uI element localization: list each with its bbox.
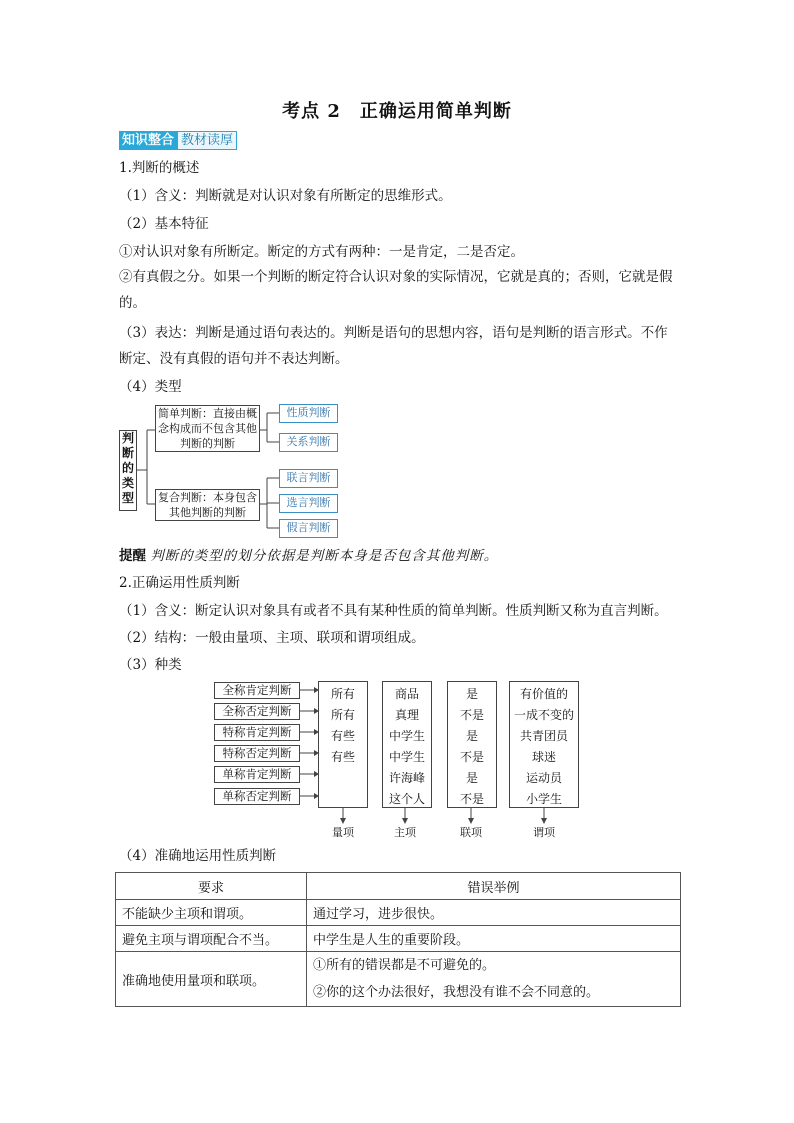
heading-overview: 1.判断的概述 <box>119 160 200 176</box>
tree-leaf-hypothetical: 假言判断 <box>279 519 338 538</box>
error-table <box>115 872 681 1007</box>
predicate-cell: 一成不变的 <box>513 708 574 722</box>
para-feature-1: ①对认识对象有所断定。断定的方式有两种：一是肯定，二是否定。 <box>119 244 524 260</box>
subject-cell: 这个人 <box>388 792 425 806</box>
tree-leaf-conjunctive: 联言判断 <box>279 469 338 488</box>
tip-label: 提醒 <box>119 548 146 564</box>
quantifier-cell <box>319 768 367 789</box>
subject-cell: 商品 <box>394 687 419 701</box>
predicate-cell: 运动员 <box>525 771 562 785</box>
badge-knowledge: 知识整合 <box>119 131 177 150</box>
tip-text: 判断的类型的划分依据是判断本身是否包含其他判断。 <box>150 548 499 564</box>
copula-cell: 不是 <box>459 708 484 722</box>
kind-type-box: 全称否定判断 <box>214 703 300 720</box>
kind-type-box: 单称否定判断 <box>214 788 300 805</box>
para-kinds: （3）种类 <box>119 657 182 673</box>
example-line: ②你的这个办法很好，我想没有谁不会不同意的。 <box>313 985 600 1000</box>
table-header: 错误举例 <box>307 873 681 900</box>
para-expression: （3）表达：判断是通过语句表达的。判断是语句的思想内容，语句是判断的语言形式。不作断定、没有真假的语句并不表达判断。 <box>119 325 668 367</box>
para-features: （2）基本特征 <box>119 216 209 232</box>
kind-type-box: 单称肯定判断 <box>214 766 300 783</box>
example-cell: 中学生是人生的重要阶段。 <box>307 926 681 952</box>
copula-cell: 是 <box>465 771 478 785</box>
label-quantifier: 量项 <box>332 826 354 839</box>
predicate-cell: 共青团员 <box>519 729 568 743</box>
table-header: 要求 <box>116 873 307 900</box>
para-definition: （1）含义：判断就是对认识对象有所断定的思维形式。 <box>119 188 452 204</box>
subject-cell: 许海峰 <box>388 771 425 785</box>
tree-leaf-property: 性质判断 <box>279 404 338 423</box>
para-feature-2: ②有真假之分。如果一个判断的断定符合认识对象的实际情况，它就是真的；否则，它就是假的。 <box>119 269 673 311</box>
copula-cell: 不是 <box>459 750 484 764</box>
kind-type-box: 特称肯定判断 <box>214 724 300 741</box>
label-predicate: 谓项 <box>533 826 555 839</box>
table-row <box>116 926 681 952</box>
kind-type-box: 全称肯定判断 <box>214 682 300 699</box>
predicate-column <box>509 681 579 808</box>
tree-compound-judgment: 复合判断：本身包含其他判断的判断 <box>155 489 260 521</box>
requirement-cell: 不能缺少主项和谓项。 <box>116 900 307 926</box>
tree-simple-judgment: 简单判断：直接由概念构成而不包含其他判断的判断 <box>155 405 260 452</box>
quantifier-cell: 有些 <box>330 750 355 764</box>
para-property-definition: （1）含义：断定认识对象具有或者不具有某种性质的简单判断。性质判断又称为直言判断。 <box>119 603 668 619</box>
tree-root: 判断的类型 <box>119 430 137 511</box>
table-row <box>116 952 681 1007</box>
para-types: （4）类型 <box>119 379 182 395</box>
subject-cell: 真理 <box>394 708 419 722</box>
predicate-cell: 有价值的 <box>519 687 568 701</box>
quantifier-cell: 所有 <box>330 708 355 722</box>
requirement-cell: 避免主项与谓项配合不当。 <box>116 926 307 952</box>
tree-leaf-disjunctive: 选言判断 <box>279 494 338 513</box>
subject-cell: 中学生 <box>388 729 425 743</box>
copula-cell: 是 <box>465 687 478 701</box>
predicate-cell: 球迷 <box>531 750 556 764</box>
example-cell: 通过学习，进步很快。 <box>307 900 681 926</box>
tree-leaf-relation: 关系判断 <box>279 433 338 452</box>
label-copula: 联项 <box>460 826 482 839</box>
requirement-cell: 准确地使用量项和联项。 <box>116 952 307 1007</box>
para-accurate-use: （4）准确地运用性质判断 <box>119 848 277 864</box>
page-title: 考点 2 正确运用简单判断 <box>282 101 512 122</box>
table-header-row <box>116 873 681 900</box>
subject-cell: 中学生 <box>388 750 425 764</box>
badge-textbook: 教材读厚 <box>177 131 237 150</box>
example-line: ①所有的错误都是不可避免的。 <box>313 958 496 973</box>
copula-cell: 是 <box>465 729 478 743</box>
section-badge <box>119 131 237 150</box>
predicate-cell: 小学生 <box>525 792 562 806</box>
table-row <box>116 900 681 926</box>
heading-property-judgment: 2.正确运用性质判断 <box>119 575 240 591</box>
quantifier-cell <box>319 789 367 810</box>
example-cell <box>307 952 681 1007</box>
subject-column <box>382 681 432 808</box>
para-structure: （2）结构：一般由量项、主项、联项和谓项组成。 <box>119 630 425 646</box>
quantifier-column <box>318 681 368 808</box>
quantifier-cell: 所有 <box>330 687 355 701</box>
label-subject: 主项 <box>394 826 416 839</box>
quantifier-cell: 有些 <box>330 729 355 743</box>
copula-cell: 不是 <box>459 792 484 806</box>
kind-type-box: 特称否定判断 <box>214 745 300 762</box>
copula-column <box>447 681 497 808</box>
tip <box>119 546 498 566</box>
